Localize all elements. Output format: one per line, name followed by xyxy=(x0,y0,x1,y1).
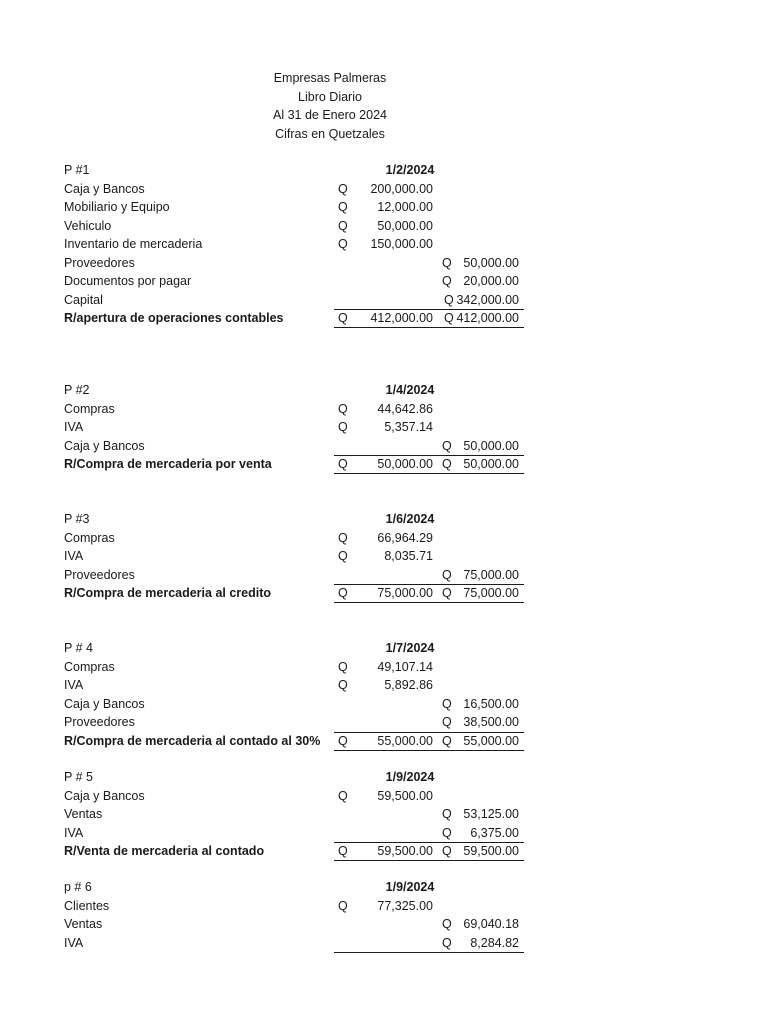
entry-date: 1/2/2024 xyxy=(385,163,435,177)
debit-currency: Q xyxy=(338,659,348,674)
account-name: Caja y Bancos xyxy=(64,181,145,196)
credit-currency: Q xyxy=(442,696,452,711)
total-bottom-rule xyxy=(334,860,524,861)
entry-header-row xyxy=(0,381,768,400)
entry-number: P #3 xyxy=(64,512,90,526)
account-name: IVA xyxy=(64,678,84,692)
account-name: Compras xyxy=(64,401,115,416)
credit-amount: 50,000.00 xyxy=(463,438,519,453)
entry-date: 1/9/2024 xyxy=(385,770,435,784)
account-name: Documentos por pagar xyxy=(64,274,192,288)
debit-amount: 59,500.00 xyxy=(377,788,433,803)
entry-date: 1/7/2024 xyxy=(385,641,435,655)
entry-line xyxy=(0,934,768,953)
credit-amount: 342,000.00 xyxy=(456,292,519,307)
total-credit-currency: Q xyxy=(442,844,452,858)
entry-description: R/Compra de mercaderia por venta xyxy=(64,457,272,471)
credit-amount: 53,125.00 xyxy=(463,807,519,821)
entry-number: P #2 xyxy=(64,383,90,397)
entry-line xyxy=(0,235,768,254)
entry-line xyxy=(0,897,768,916)
entry-date: 1/4/2024 xyxy=(385,383,435,397)
credit-amount: 69,040.18 xyxy=(463,917,519,931)
credit-amount: 50,000.00 xyxy=(463,255,519,270)
total-debit-currency: Q xyxy=(338,844,348,858)
entry-line xyxy=(0,529,768,548)
debit-currency: Q xyxy=(338,200,348,214)
total-debit-currency: Q xyxy=(338,457,348,471)
debit-currency: Q xyxy=(338,530,348,545)
debit-currency: Q xyxy=(338,420,348,434)
account-name: Compras xyxy=(64,659,115,674)
entry-line xyxy=(0,787,768,806)
credit-currency: Q xyxy=(442,825,452,840)
credit-currency: Q xyxy=(442,255,452,270)
entry-number: P # 4 xyxy=(64,641,93,655)
credit-currency: Q xyxy=(442,917,452,931)
total-credit: 50,000.00 xyxy=(463,457,519,471)
debit-currency: Q xyxy=(338,678,348,692)
journal-entry-5 xyxy=(0,768,768,861)
journal-entry-3 xyxy=(0,510,768,603)
document-header xyxy=(230,69,430,143)
entry-header-row xyxy=(0,161,768,180)
account-name: Capital xyxy=(64,292,103,307)
credit-currency: Q xyxy=(442,274,452,288)
debit-amount: 12,000.00 xyxy=(377,200,433,214)
account-name: IVA xyxy=(64,825,84,840)
entry-line xyxy=(0,418,768,437)
account-name: IVA xyxy=(64,935,84,950)
credit-currency: Q xyxy=(442,567,452,582)
account-name: Mobiliario y Equipo xyxy=(64,200,170,214)
entry-line xyxy=(0,254,768,273)
account-name: Proveedores xyxy=(64,255,135,270)
total-bottom-rule xyxy=(334,602,524,603)
entry-line xyxy=(0,180,768,199)
entry-line xyxy=(0,676,768,695)
total-credit-currency: Q xyxy=(442,586,452,600)
entry-line xyxy=(0,566,768,585)
journal-entry-4 xyxy=(0,639,768,750)
total-debit: 75,000.00 xyxy=(377,586,433,600)
debit-currency: Q xyxy=(338,898,348,913)
journal-entry-6 xyxy=(0,878,768,971)
debit-currency: Q xyxy=(338,237,348,251)
book-title: Libro Diario xyxy=(298,89,362,104)
debit-currency: Q xyxy=(338,181,348,196)
total-credit: 412,000.00 xyxy=(456,311,519,325)
entry-line xyxy=(0,658,768,677)
journal-entry-2 xyxy=(0,381,768,474)
debit-currency: Q xyxy=(338,218,348,233)
debit-amount: 8,035.71 xyxy=(384,549,433,563)
account-name: Compras xyxy=(64,530,115,545)
account-name: IVA xyxy=(64,420,84,434)
entry-line xyxy=(0,805,768,824)
total-debit-currency: Q xyxy=(338,733,348,748)
debit-amount: 66,964.29 xyxy=(377,530,433,545)
debit-currency: Q xyxy=(338,788,348,803)
account-name: Caja y Bancos xyxy=(64,696,145,711)
credit-currency: Q xyxy=(442,807,452,821)
account-name: Clientes xyxy=(64,898,110,913)
credit-currency: Q xyxy=(444,292,454,307)
credit-amount: 6,375.00 xyxy=(470,825,519,840)
entry-description: R/Compra de mercaderia al credito xyxy=(64,586,272,600)
account-name: Vehiculo xyxy=(64,218,112,233)
debit-amount: 77,325.00 xyxy=(377,898,433,913)
entry-line xyxy=(0,437,768,456)
account-name: Caja y Bancos xyxy=(64,438,145,453)
total-credit-currency: Q xyxy=(442,733,452,748)
entry-line xyxy=(0,198,768,217)
company-name: Empresas Palmeras xyxy=(273,71,387,85)
debit-amount: 5,892.86 xyxy=(384,678,433,692)
entry-header-row xyxy=(0,768,768,787)
credit-currency: Q xyxy=(442,935,452,950)
total-credit: 59,500.00 xyxy=(463,844,519,858)
entry-total-row xyxy=(0,309,768,328)
total-credit: 75,000.00 xyxy=(463,586,519,600)
entry-total-row xyxy=(0,842,768,861)
credit-amount: 16,500.00 xyxy=(463,696,519,711)
debit-amount: 50,000.00 xyxy=(377,218,433,233)
total-credit: 55,000.00 xyxy=(463,733,519,748)
debit-amount: 200,000.00 xyxy=(370,181,433,196)
credit-amount: 20,000.00 xyxy=(463,274,519,288)
debit-currency: Q xyxy=(338,401,348,416)
entry-number: P #1 xyxy=(64,163,90,177)
account-name: Caja y Bancos xyxy=(64,788,145,803)
credit-amount: 75,000.00 xyxy=(463,567,519,582)
entry-description: R/Compra de mercaderia al contado al 30% xyxy=(64,733,321,748)
total-bottom-rule xyxy=(334,327,524,328)
entry-header-row xyxy=(0,878,768,897)
total-debit: 412,000.00 xyxy=(370,311,433,325)
entry-total-row xyxy=(0,584,768,603)
total-debit: 55,000.00 xyxy=(377,733,433,748)
entry-line xyxy=(0,217,768,236)
entry-number: P # 5 xyxy=(64,770,93,784)
credit-currency: Q xyxy=(442,438,452,453)
entry-total-row xyxy=(0,455,768,474)
total-debit-currency: Q xyxy=(338,586,348,600)
credit-currency: Q xyxy=(442,715,452,729)
account-name: Ventas xyxy=(64,807,103,821)
entry-line xyxy=(0,291,768,310)
total-bottom-rule xyxy=(334,473,524,474)
account-name: Proveedores xyxy=(64,715,135,729)
account-name: Ventas xyxy=(64,917,103,931)
journal-entry-1 xyxy=(0,161,768,328)
total-debit: 59,500.00 xyxy=(377,844,433,858)
total-credit-currency: Q xyxy=(442,457,452,471)
entry-line xyxy=(0,272,768,291)
account-name: IVA xyxy=(64,549,84,563)
entry-description: R/Venta de mercaderia al contado xyxy=(64,844,265,858)
entry-rule-row xyxy=(0,952,768,971)
entry-date: 1/9/2024 xyxy=(385,880,435,894)
entry-total-row xyxy=(0,732,768,751)
account-name: Inventario de mercaderia xyxy=(64,237,203,251)
credit-amount: 38,500.00 xyxy=(463,715,519,729)
total-credit-currency: Q xyxy=(444,311,454,325)
entry-line xyxy=(0,713,768,732)
entry-line xyxy=(0,824,768,843)
entry-line xyxy=(0,915,768,934)
entry-line xyxy=(0,547,768,566)
entry-header-row xyxy=(0,510,768,529)
entry-header-row xyxy=(0,639,768,658)
debit-amount: 5,357.14 xyxy=(384,420,433,434)
credit-amount: 8,284.82 xyxy=(470,935,519,950)
currency-note: Cifras en Quetzales xyxy=(275,126,385,141)
entry-line xyxy=(0,695,768,714)
total-top-rule xyxy=(334,952,524,953)
account-name: Proveedores xyxy=(64,567,135,582)
debit-currency: Q xyxy=(338,549,348,563)
total-debit-currency: Q xyxy=(338,311,348,325)
total-bottom-rule xyxy=(334,750,524,751)
debit-amount: 44,642.86 xyxy=(377,401,433,416)
debit-amount: 49,107.14 xyxy=(377,659,433,674)
total-debit: 50,000.00 xyxy=(377,457,433,471)
entry-number: p # 6 xyxy=(64,880,92,894)
period-label: Al 31 de Enero 2024 xyxy=(273,108,387,122)
debit-amount: 150,000.00 xyxy=(370,237,433,251)
entry-description: R/apertura de operaciones contables xyxy=(64,311,284,325)
entry-date: 1/6/2024 xyxy=(385,512,435,526)
entry-line xyxy=(0,400,768,419)
